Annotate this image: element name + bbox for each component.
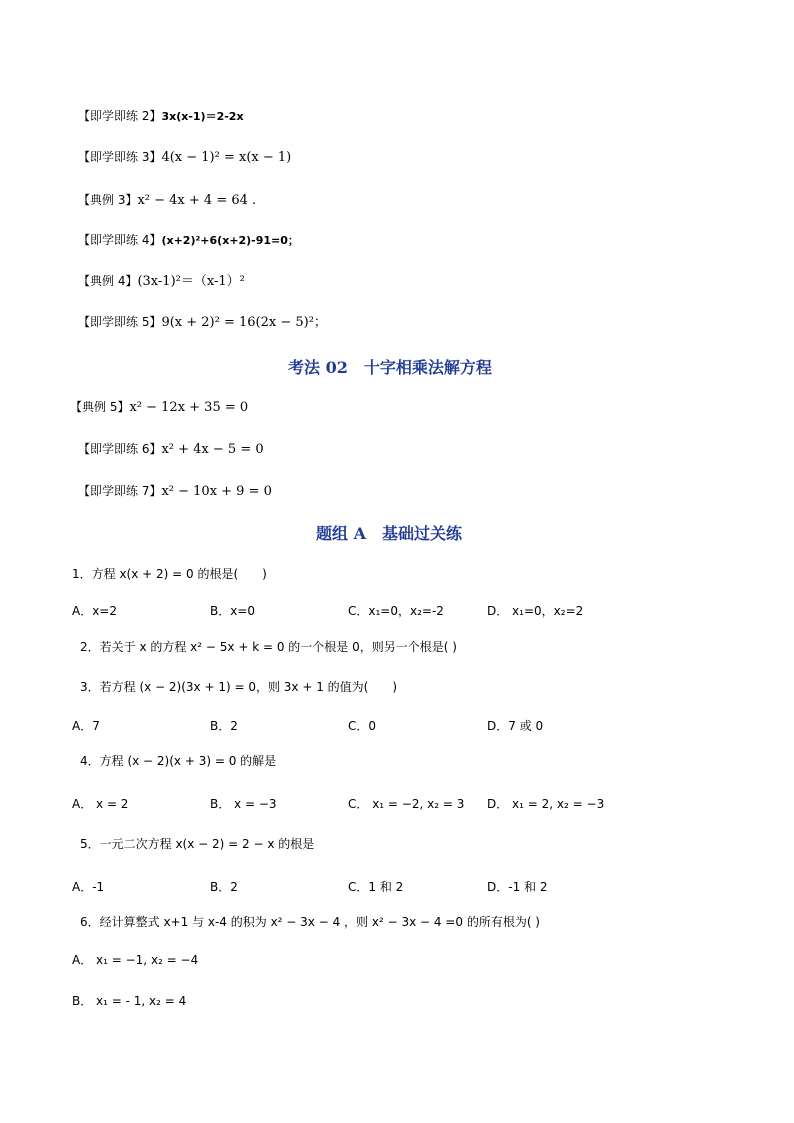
tag: 【即学即练 5】: [78, 315, 162, 329]
practice-7: [78, 483, 272, 500]
question-2-stem: 2．若关于 x 的方程 x² − 5x + k = 0 的一个根是 0，则另一个根是( ): [80, 640, 457, 654]
tag: 【典例 4】: [78, 274, 138, 288]
example-4: [78, 273, 245, 290]
equation: (3x-1)²＝（x-1）²: [137, 274, 245, 289]
practice-3: [78, 149, 291, 166]
tag: 【即学即练 6】: [78, 442, 162, 456]
question-4-option-d: D． x₁ = 2, x₂ = −3: [487, 797, 605, 811]
question-5-option-c: C．1 和 2: [348, 880, 404, 894]
question-5-stem: 5．一元二次方程 x(x − 2) = 2 − x 的根是: [80, 837, 315, 851]
question-4-option-c: C． x₁ = −2, x₂ = 3: [348, 797, 465, 811]
question-1-stem: 1．方程 x(x + 2) = 0 的根是( ): [72, 567, 267, 581]
practice-6: [78, 441, 264, 458]
question-5-option-a: A．-1: [72, 880, 105, 894]
question-6-stem: 6．经计算整式 x+1 与 x-4 的积为 x² − 3x − 4 ，则 x² − 3x − 4 =0 的所有根为( ): [80, 915, 540, 929]
example-5: [70, 399, 248, 416]
practice-5: [78, 314, 327, 331]
equation: x² − 10x + 9 = 0: [161, 484, 272, 499]
equation: 9(x + 2)² = 16(2x − 5)²；: [161, 315, 327, 330]
question-6-option-b: B． x₁ = - 1, x₂ = 4: [72, 994, 187, 1008]
question-1-option-d: D． x₁=0，x₂=2: [487, 604, 584, 618]
question-1-option-a: A．x=2: [72, 604, 118, 618]
equation: 4(x − 1)² = x(x − 1): [161, 150, 292, 165]
tag: 【典例 3】: [78, 193, 138, 207]
equation: 3x(x-1)＝2-2x: [161, 110, 244, 123]
equation: x² − 12x + 35 = 0: [129, 400, 249, 415]
tag: 【典例 5】: [70, 400, 130, 414]
question-3-option-b: B．2: [210, 719, 238, 733]
equation: (x+2)²+6(x+2)-91=0；: [161, 234, 299, 247]
question-1-option-b: B．x=0: [210, 604, 256, 618]
tag: 【即学即练 7】: [78, 484, 162, 498]
question-3-stem: 3．若方程 (x − 2)(3x + 1) = 0，则 3x + 1 的值为( ): [80, 680, 398, 694]
question-6-option-a: A． x₁ = −1, x₂ = −4: [72, 953, 199, 967]
question-3-option-a: A．7: [72, 719, 100, 733]
question-3-option-c: C．0: [348, 719, 377, 733]
practice-2: [78, 108, 244, 125]
tag: 【即学即练 3】: [78, 150, 162, 164]
equation: x² + 4x − 5 = 0: [161, 442, 264, 457]
question-5-option-b: B．2: [210, 880, 238, 894]
section-heading-group-a: 题组 A 基础过关练: [316, 524, 462, 543]
example-3: [78, 192, 256, 209]
question-5-option-d: D．-1 和 2: [487, 880, 548, 894]
question-4-option-b: B． x = −3: [210, 797, 277, 811]
question-4-stem: 4．方程 (x − 2)(x + 3) = 0 的解是: [80, 754, 277, 768]
equation: x² − 4x + 4 = 64 .: [137, 193, 257, 208]
question-3-option-d: D．7 或 0: [487, 719, 544, 733]
tag: 【即学即练 4】: [78, 233, 162, 247]
tag: 【即学即练 2】: [78, 109, 162, 123]
question-1-option-c: C．x₁=0，x₂=-2: [348, 604, 444, 618]
practice-4: [78, 232, 299, 249]
section-heading-method-02: 考法 02 十字相乘法解方程: [288, 358, 492, 377]
question-4-option-a: A． x = 2: [72, 797, 129, 811]
